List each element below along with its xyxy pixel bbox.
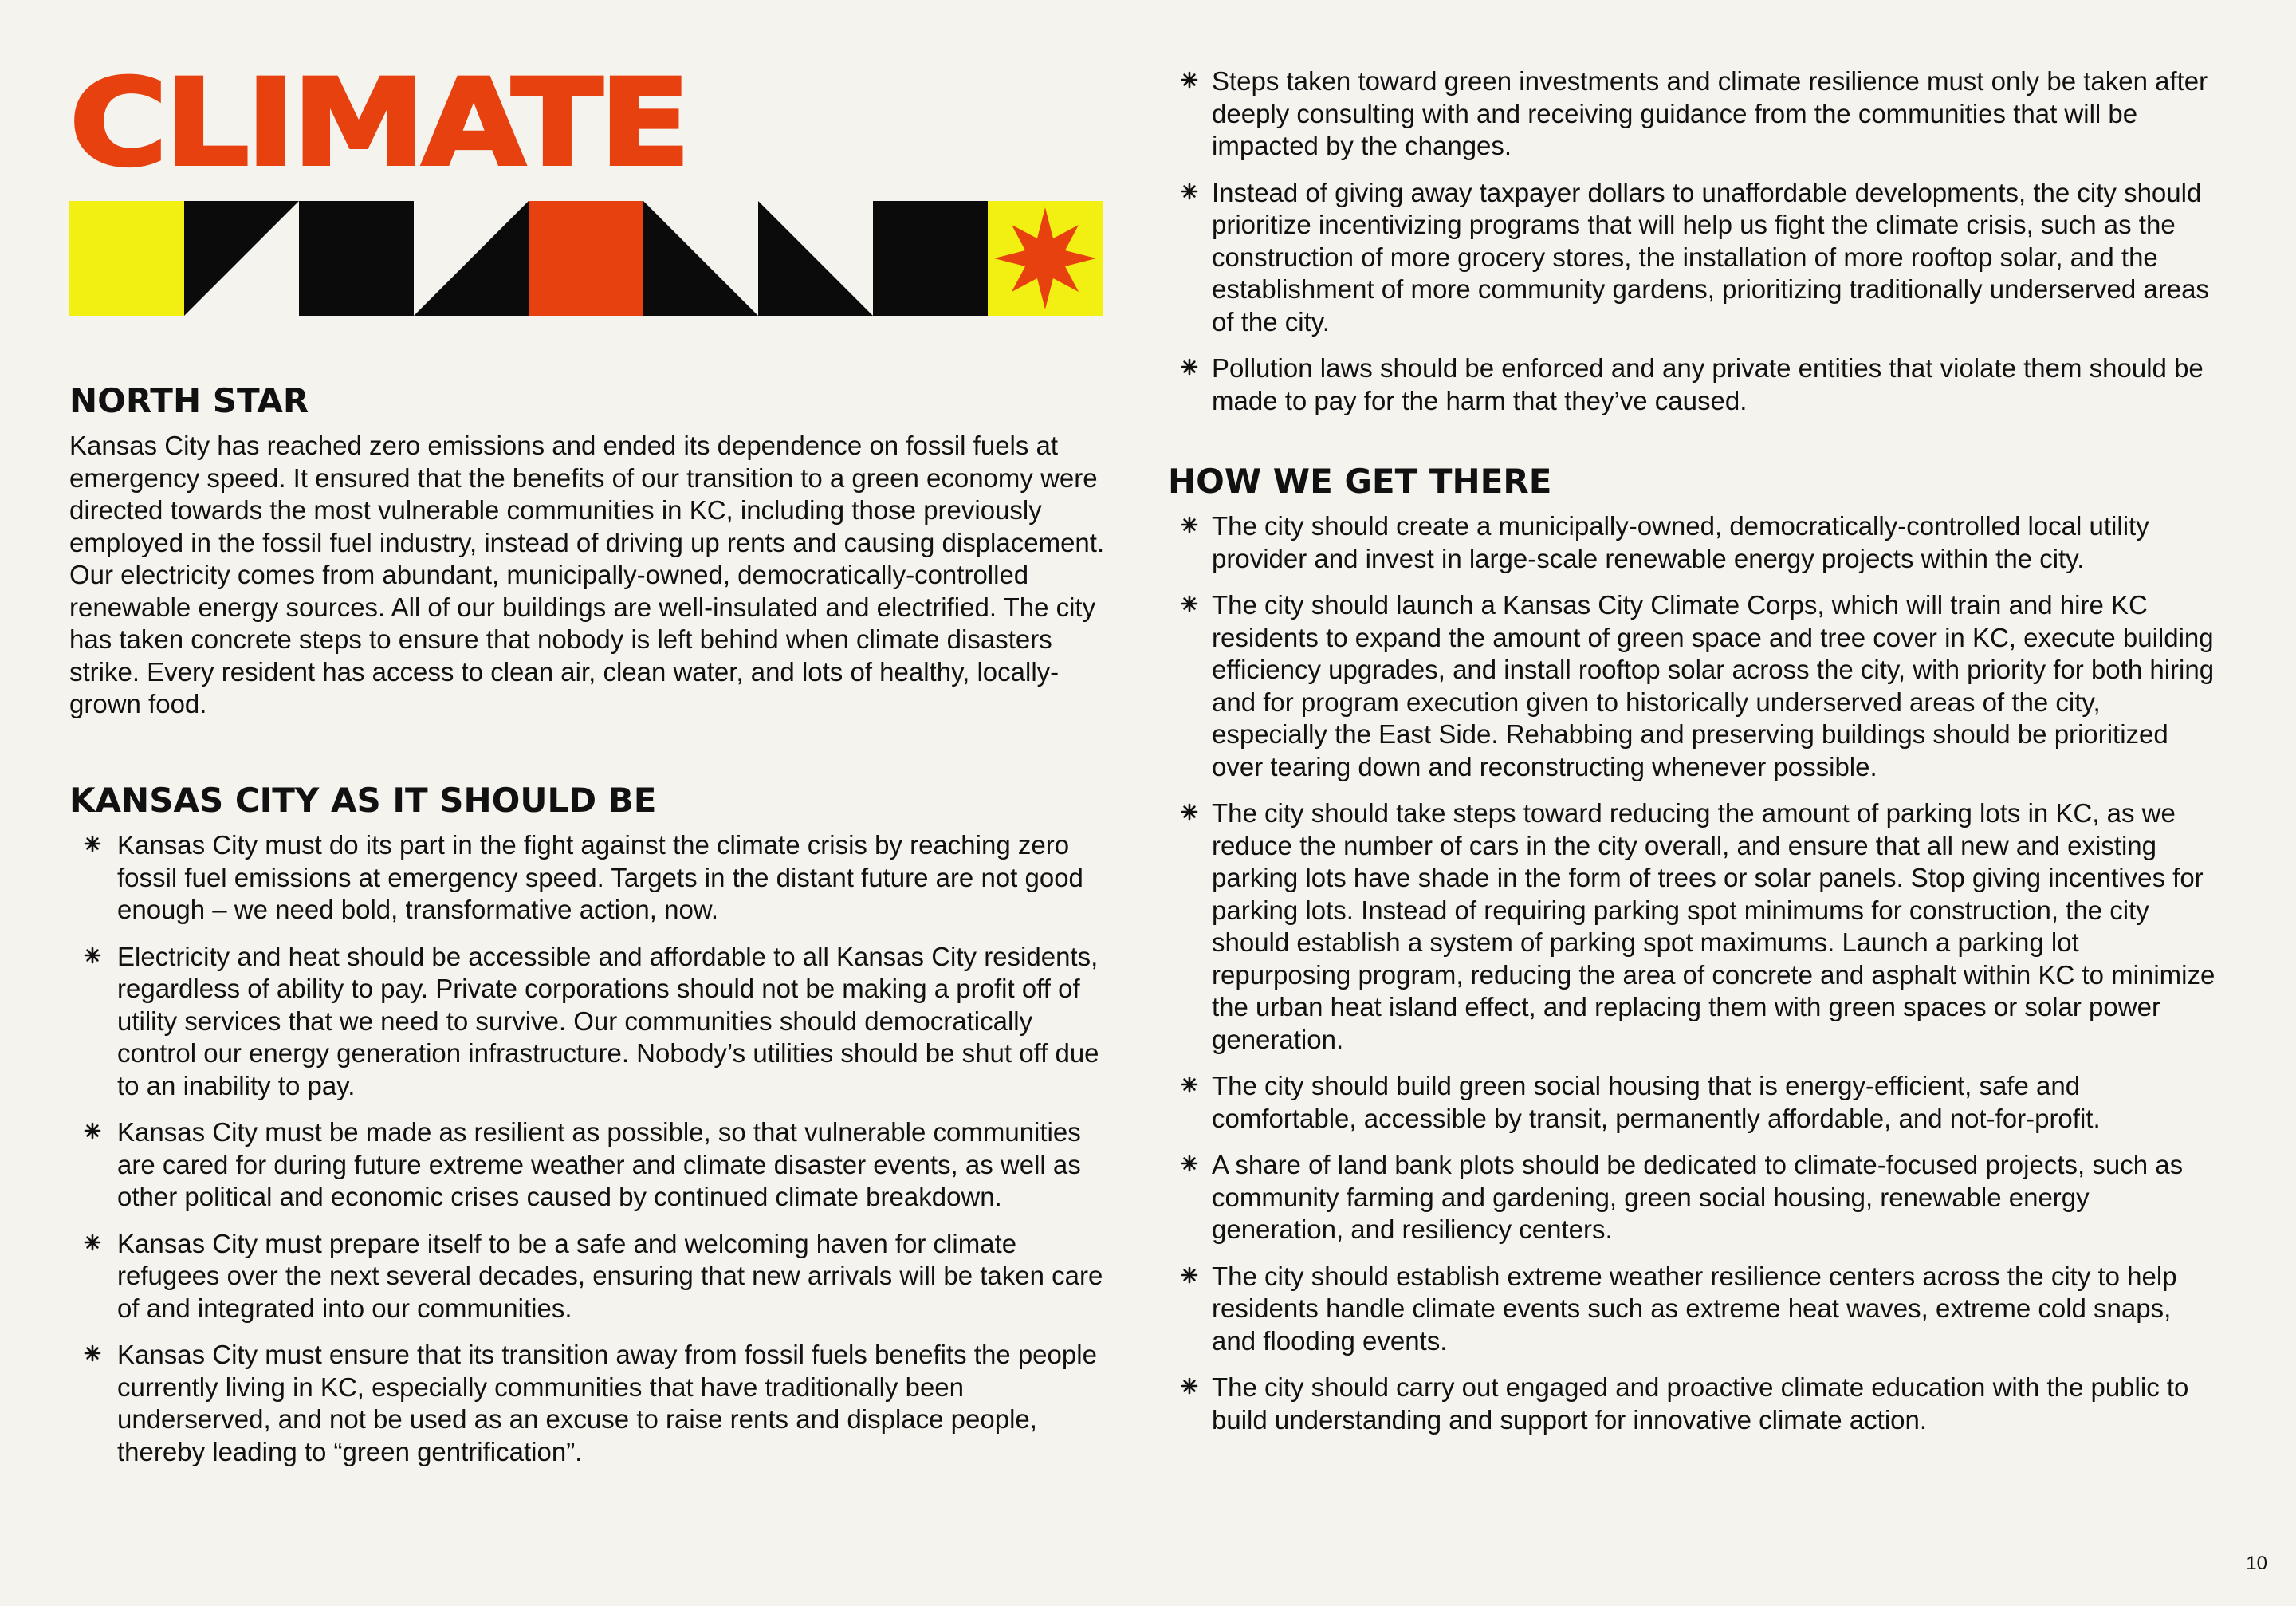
list-item-text: A share of land bank plots should be dedicated to climate-focused projects, such as community farming and gardening, green social housing, renewable energy generation, and resiliency centers. [1212, 1150, 2184, 1244]
as-it-should-be-heading: KANSAS CITY AS IT SHOULD BE [69, 781, 657, 820]
left-column-header [69, 54, 1106, 193]
yellow-square-tile [69, 201, 184, 316]
list-item [1168, 1372, 2220, 1436]
list-item [1168, 1070, 2220, 1135]
how-we-get-there-heading: HOW WE GET THERE [1168, 462, 1552, 501]
list-item-text: The city should carry out engaged and proactive climate education with the public to build understanding and support for innovative climate action. [1212, 1372, 2189, 1435]
how-we-get-there-section [1168, 462, 2220, 1436]
list-item [1168, 65, 2220, 163]
asterisk-bullet-icon [1179, 1153, 1200, 1174]
north-star-text: Kansas City has reached zero emissions and ended its dependence on fossil fuels at emergency speed. It ensured that the benefits of our transition to a green economy were directed towards the most vulnerable communities in KC, including those previously employed in the fossil fuel industry, instead of driving up rents and causing displacement. Our electricity comes from abundant, municipally-owned, democratically-controlled renewable energy sources. All of our buildings are well-insulated and electrified. The city has taken concrete steps to ensure that nobody is left behind when climate disasters strike. Every resident has access to clean air, clean water, and lots of healthy, locally-grown food. [69, 431, 1105, 718]
asterisk-bullet-icon [82, 833, 103, 854]
page-number: 10 [2246, 1553, 2267, 1574]
asterisk-bullet-icon [1179, 356, 1200, 377]
list-item-text: Kansas City must ensure that its transition away from fossil fuels benefits the people currently living in KC, especially communities that have traditionally been underserved, and not be used as an excuse to raise rents and displace people, thereby leading to “green gentrification”. [117, 1340, 1097, 1466]
page-title: CLIMATE [69, 54, 688, 193]
list-item [1168, 797, 2220, 1056]
list-item-text: The city should build green social housing that is energy-efficient, safe and comfortable, accessible by transit, permanently affordable, and not-for-profit. [1212, 1071, 2101, 1133]
asterisk-bullet-icon [1179, 593, 1200, 614]
orange-square-tile [529, 201, 643, 316]
list-item-text: The city should create a municipally-owned, democratically-controlled local utility provider and invest in large-scale renewable energy projects within the city. [1212, 511, 2149, 573]
list-item [1168, 1261, 2220, 1358]
black-square-tile [299, 201, 414, 316]
asterisk-bullet-icon [82, 1120, 103, 1141]
black-triangle-tile [643, 201, 758, 316]
list-item [69, 829, 1106, 927]
asterisk-bullet-icon [1179, 1376, 1200, 1396]
as-it-should-be-section [69, 781, 1106, 1482]
list-item [69, 1228, 1106, 1325]
right-column [1168, 65, 2220, 1451]
list-item [1168, 589, 2220, 783]
black-triangle-tile [184, 201, 299, 316]
how-we-get-there-list [1168, 510, 2220, 1436]
decorative-pattern-strip [69, 201, 1103, 316]
asterisk-bullet-icon [82, 1343, 103, 1364]
list-item [1168, 1149, 2220, 1246]
black-square-tile [873, 201, 988, 316]
list-item-text: Electricity and heat should be accessible and affordable to all Kansas City residents, regardless of ability to pay. Private corporations should not be making a profit off of utility services that we need to survive. Our communities should democratically control our energy generation infrastructure. Nobody’s utilities should be shut off due to an inability to pay. [117, 941, 1099, 1100]
list-item-text: Instead of giving away taxpayer dollars to unaffordable developments, the city should prioritize incentivizing programs that will help us fight the climate crisis, such as the construction of more grocery stores, the installation of more rooftop solar, and the establishment of more community gardens, prioritizing traditionally underserved areas of the city. [1212, 177, 2209, 337]
list-item-text: Pollution laws should be enforced and any private entities that violate them should be made to pay for the harm that they’ve caused. [1212, 353, 2204, 415]
asterisk-bullet-icon [1179, 181, 1200, 202]
list-item [69, 941, 1106, 1103]
asterisk-bullet-icon [1179, 801, 1200, 822]
list-item [69, 1339, 1106, 1468]
north-star-heading: NORTH STAR [69, 381, 309, 420]
asterisk-bullet-icon [1179, 514, 1200, 535]
list-item-text: The city should take steps toward reducing the amount of parking lots in KC, as we reduce the number of cars in the city overall, and ensure that all new and existing parking lots have shade in the form of trees or solar panels. Stop giving incentives for parking lots. Instead of requiring parking spot minimums for construction, the city should establish a system of parking spot maximums. Launch a parking lot repurposing program, reducing the area of concrete and asphalt within KC to minimize the urban heat island effect, and replacing them with green spaces or solar power generation. [1212, 798, 2215, 1054]
list-item-text: The city should establish extreme weather resilience centers across the city to help residents handle climate events such as extreme heat waves, extreme cold snaps, and flooding events. [1212, 1261, 2177, 1356]
list-item-text: Kansas City must prepare itself to be a safe and welcoming haven for climate refugees over the next several decades, ensuring that new arrivals will be taken care of and integrated into our communities. [117, 1228, 1103, 1323]
list-item [1168, 510, 2220, 575]
north-star-section [69, 381, 1106, 721]
list-item [1168, 177, 2220, 339]
list-item [1168, 352, 2220, 417]
asterisk-bullet-icon [1179, 69, 1200, 90]
black-triangle-tile [758, 201, 873, 316]
list-item-text: Steps taken toward green investments and climate resilience must only be taken after deeply consulting with and receiving guidance from the communities that will be impacted by the changes. [1212, 66, 2208, 160]
list-item-text: The city should launch a Kansas City Climate Corps, which will train and hire KC residents to expand the amount of green space and tree cover in KC, execute building efficiency upgrades, and install rooftop solar across the city, with priority for both hiring and for program execution given to historically underserved areas of the city, especially the East Side. Rehabbing and preserving buildings should be prioritized over tearing down and reconstructing whenever possible. [1212, 590, 2215, 781]
asterisk-bullet-icon [1179, 1265, 1200, 1285]
star-tile [988, 201, 1103, 316]
asterisk-bullet-icon [1179, 1074, 1200, 1095]
as-it-should-be-list [69, 829, 1106, 1468]
asterisk-bullet-icon [82, 1232, 103, 1253]
list-item-text: Kansas City must be made as resilient as possible, so that vulnerable communities are cared for during future extreme weather and climate disaster events, as well as other political and economic crises caused by continued climate breakdown. [117, 1117, 1081, 1211]
black-triangle-tile [414, 201, 529, 316]
list-item-text: Kansas City must do its part in the fight against the climate crisis by reaching zero fossil fuel emissions at emergency speed. Targets in the distant future are not good enough – we need bold, transformative action, now. [117, 830, 1083, 924]
continued-list [1168, 65, 2220, 417]
list-item [69, 1116, 1106, 1214]
asterisk-bullet-icon [82, 945, 103, 966]
